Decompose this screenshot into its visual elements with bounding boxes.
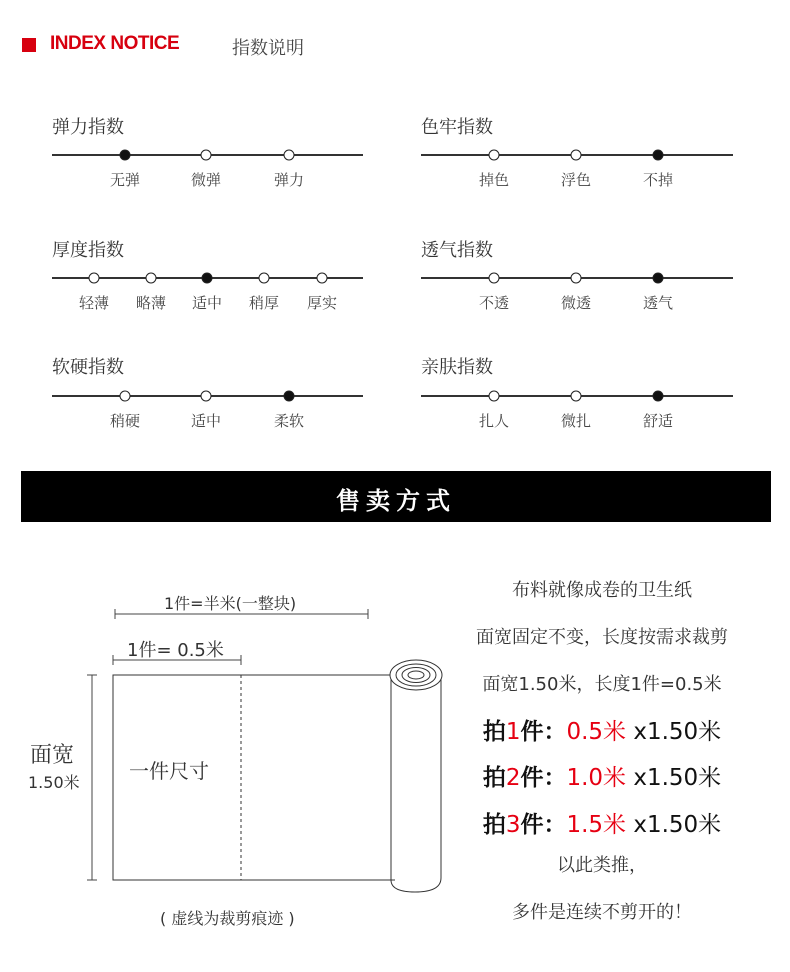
- scale-dot: [317, 273, 328, 284]
- half-piece-label: 1件= 0.5米: [127, 640, 224, 661]
- scale-dot: [120, 391, 131, 402]
- scale-label: 稍厚: [248, 294, 280, 312]
- width-label-value: 1.50米: [28, 773, 80, 792]
- index-title: 透气指数: [421, 240, 493, 261]
- purchase-example-line: [432, 713, 772, 746]
- scale-dot-selected: [653, 391, 664, 402]
- purchase-length: 1.0米: [566, 765, 627, 791]
- scale-dot: [89, 273, 100, 284]
- scale-label: 掉色: [478, 171, 510, 189]
- scale-label: 扎人: [478, 412, 510, 430]
- scale-dot: [146, 273, 157, 284]
- scale-label: 适中: [191, 294, 223, 312]
- scale-label: 舒适: [642, 412, 674, 430]
- width-label-title: 面宽: [30, 743, 75, 768]
- scale-label: 无弹: [109, 171, 141, 189]
- explain-line-4: 以此类推，: [557, 855, 647, 876]
- explain-line-5: 多件是连续不剪开的！: [512, 902, 692, 923]
- scale-label: 略薄: [135, 294, 167, 312]
- scale-label: 厚实: [306, 294, 338, 312]
- scale-dot-selected: [653, 273, 664, 284]
- piece-size-label: 一件尺寸: [129, 759, 209, 783]
- scale-dot: [284, 150, 295, 161]
- purchase-length: 1.5米: [566, 812, 627, 838]
- purchase-width: x1.50米: [626, 765, 722, 791]
- explain-line-2: 面宽固定不变，长度按需求裁剪: [476, 627, 728, 648]
- cut-line-caption: ( 虚线为裁剪痕迹 ): [160, 909, 295, 928]
- scale-dot: [571, 150, 582, 161]
- scale-label: 不掉: [642, 171, 674, 189]
- index-title: 色牢指数: [421, 117, 493, 138]
- scale-dot-selected: [120, 150, 131, 161]
- sales-method-banner: [21, 471, 771, 522]
- scale-dot-selected: [202, 273, 213, 284]
- scale-dot-selected: [284, 391, 295, 402]
- full-piece-label: 1件=半米(一整块): [164, 594, 297, 613]
- scale-dot: [489, 150, 500, 161]
- purchase-prefix: 拍: [482, 765, 506, 791]
- header-title-en: INDEX NOTICE: [50, 33, 180, 54]
- scale-label: 适中: [190, 412, 222, 430]
- explain-line-3: 面宽1.50米，长度1件=0.5米: [482, 674, 722, 695]
- purchase-length: 0.5米: [566, 719, 627, 745]
- scale-dot-selected: [653, 150, 664, 161]
- scale-label: 柔软: [273, 412, 305, 430]
- index-title: 亲肤指数: [421, 357, 493, 378]
- header-title-cn: 指数说明: [232, 38, 304, 59]
- index-title: 软硬指数: [52, 357, 124, 378]
- scale-dot: [201, 150, 212, 161]
- scale-label: 稍硬: [109, 412, 141, 430]
- purchase-suffix: 件：: [520, 765, 567, 791]
- scale-label: 不透: [478, 294, 510, 312]
- purchase-width: x1.50米: [626, 719, 722, 745]
- scale-label: 弹力: [273, 171, 305, 189]
- scale-dot: [571, 391, 582, 402]
- purchase-count: 3: [505, 812, 521, 838]
- scale-label: 轻薄: [78, 294, 110, 312]
- explain-line-1: 布料就像成卷的卫生纸: [512, 580, 692, 601]
- purchase-example-line: [432, 806, 772, 839]
- header-marker-icon: [22, 38, 36, 52]
- scale-dot: [571, 273, 582, 284]
- scale-label: 透气: [642, 294, 674, 312]
- purchase-prefix: 拍: [482, 812, 506, 838]
- index-title: 厚度指数: [52, 240, 124, 261]
- banner-title: 售卖方式: [336, 487, 456, 515]
- scale-label: 浮色: [560, 171, 592, 189]
- purchase-width: x1.50米: [626, 812, 722, 838]
- index-title: 弹力指数: [52, 117, 124, 138]
- scale-dot: [489, 391, 500, 402]
- scale-dot: [259, 273, 270, 284]
- purchase-count: 1: [505, 719, 521, 745]
- purchase-suffix: 件：: [520, 812, 567, 838]
- purchase-prefix: 拍: [482, 719, 506, 745]
- scale-dot: [489, 273, 500, 284]
- scale-label: 微弹: [190, 171, 222, 189]
- purchase-suffix: 件：: [520, 719, 567, 745]
- scale-label: 微透: [560, 294, 592, 312]
- purchase-count: 2: [505, 765, 521, 791]
- scale-dot: [201, 391, 212, 402]
- scale-label: 微扎: [560, 412, 592, 430]
- purchase-example-line: [432, 759, 772, 792]
